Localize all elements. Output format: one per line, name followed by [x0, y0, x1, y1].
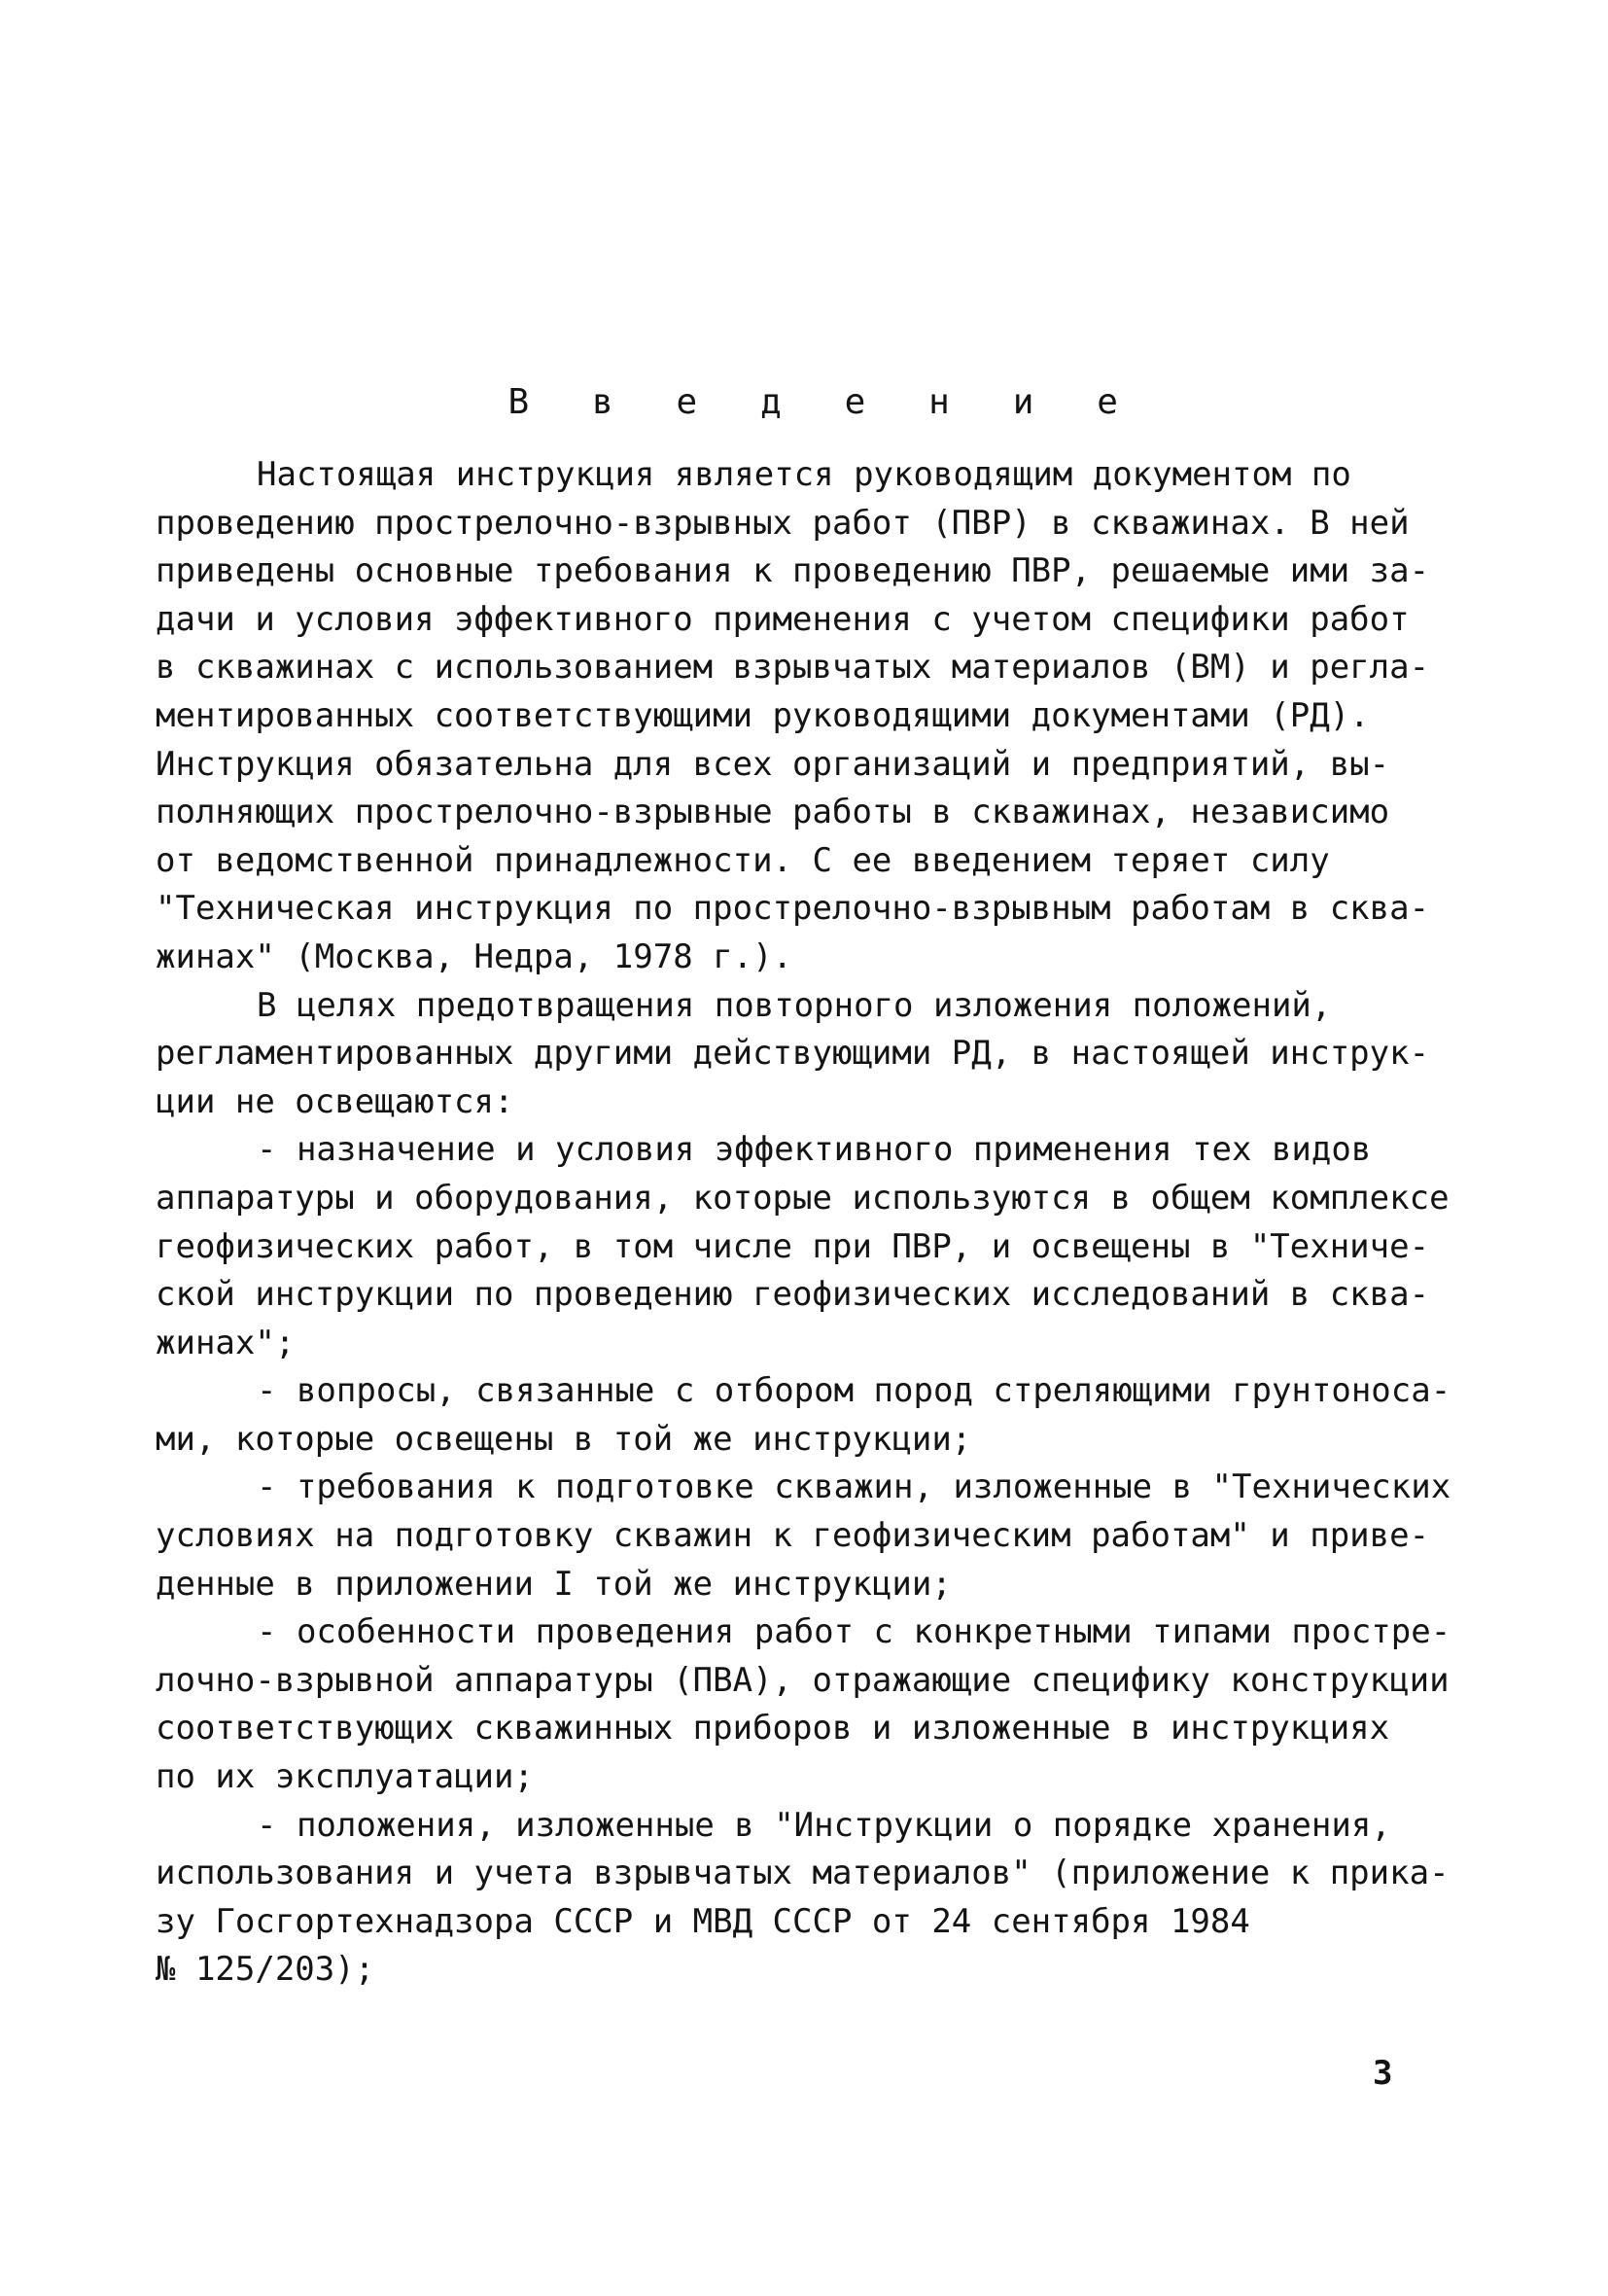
text-line: регламентированных другими действующими РД, в настоящей инструк-: [156, 1034, 1430, 1074]
text-line: жинах";: [156, 1323, 296, 1362]
text-line: аппаратуры и оборудования, которые используются в общем комплексе: [156, 1178, 1450, 1218]
text-line: геофизических работ, в том числе при ПВР, и освещены в "Техниче-: [156, 1226, 1430, 1266]
text-line: - положения, изложенные в "Инструкции о порядке хранения,: [257, 1805, 1391, 1845]
page-number: 3: [1373, 2054, 1393, 2093]
text-line: Инструкция обязательна для всех организаций и предприятий, вы-: [156, 744, 1390, 784]
text-line: приведены основные требования к проведению ПВР, решаемые ими за-: [156, 551, 1430, 591]
text-line: использования и учета взрывчатых материалов" (приложение к прика-: [156, 1854, 1450, 1893]
text-line: от ведомственной принадлежности. С ее введением теряет силу: [156, 840, 1330, 880]
text-line: лочно-взрывной аппаратуры (ПВА), отражающие специфику конструкции: [156, 1660, 1450, 1700]
text-line: - назначение и условия эффективного применения тех видов: [257, 1130, 1372, 1170]
text-line: дачи и условия эффективного применения с учетом специфики работ: [156, 599, 1410, 639]
text-line: полняющих прострелочно-взрывные работы в скважинах, независимо: [156, 793, 1390, 832]
text-line: по их эксплуатации;: [156, 1757, 534, 1797]
text-line: зу Госгортехнадзора СССР и МВД СССР от 24 сентября 1984: [156, 1901, 1250, 1941]
text-line: № 125/203);: [156, 1950, 375, 1990]
text-line: ментированных соответствующими руководящими документами (РД).: [156, 695, 1370, 735]
section-title: В в е д е н и е: [507, 382, 1139, 422]
text-line: ми, которые освещены в той же инструкции;: [156, 1419, 972, 1459]
text-line: Настоящая инструкция является руководящим документом по: [257, 455, 1351, 494]
text-line: - особенности проведения работ с конкретными типами простре-: [257, 1612, 1451, 1652]
body-text: [156, 451, 1458, 1995]
text-line: ции не освещаются:: [156, 1081, 514, 1121]
text-line: соответствующих скважинных приборов и изложенные в инструкциях: [156, 1709, 1390, 1748]
text-line: В целях предотвращения повторного изложения положений,: [257, 985, 1332, 1025]
text-line: денные в приложении I той же инструкции;: [156, 1564, 952, 1604]
text-line: ской инструкции по проведению геофизических исследований в сква-: [156, 1275, 1430, 1315]
text-line: "Техническая инструкция по прострелочно-взрывным работам в сква-: [156, 889, 1430, 929]
text-line: проведению прострелочно-взрывных работ (ПВР) в скважинах. В ней: [156, 503, 1410, 543]
text-line: - вопросы, связанные с отбором пород стреляющими грунтоноса-: [257, 1371, 1451, 1411]
text-line: жинах" (Москва, Недра, 1978 г.).: [156, 936, 793, 976]
text-line: в скважинах с использованием взрывчатых материалов (ВМ) и регла-: [156, 648, 1430, 688]
text-line: условиях на подготовку скважин к геофизическим работам" и приве-: [156, 1516, 1430, 1556]
text-line: - требования к подготовке скважин, изложенные в "Технических: [257, 1467, 1451, 1507]
